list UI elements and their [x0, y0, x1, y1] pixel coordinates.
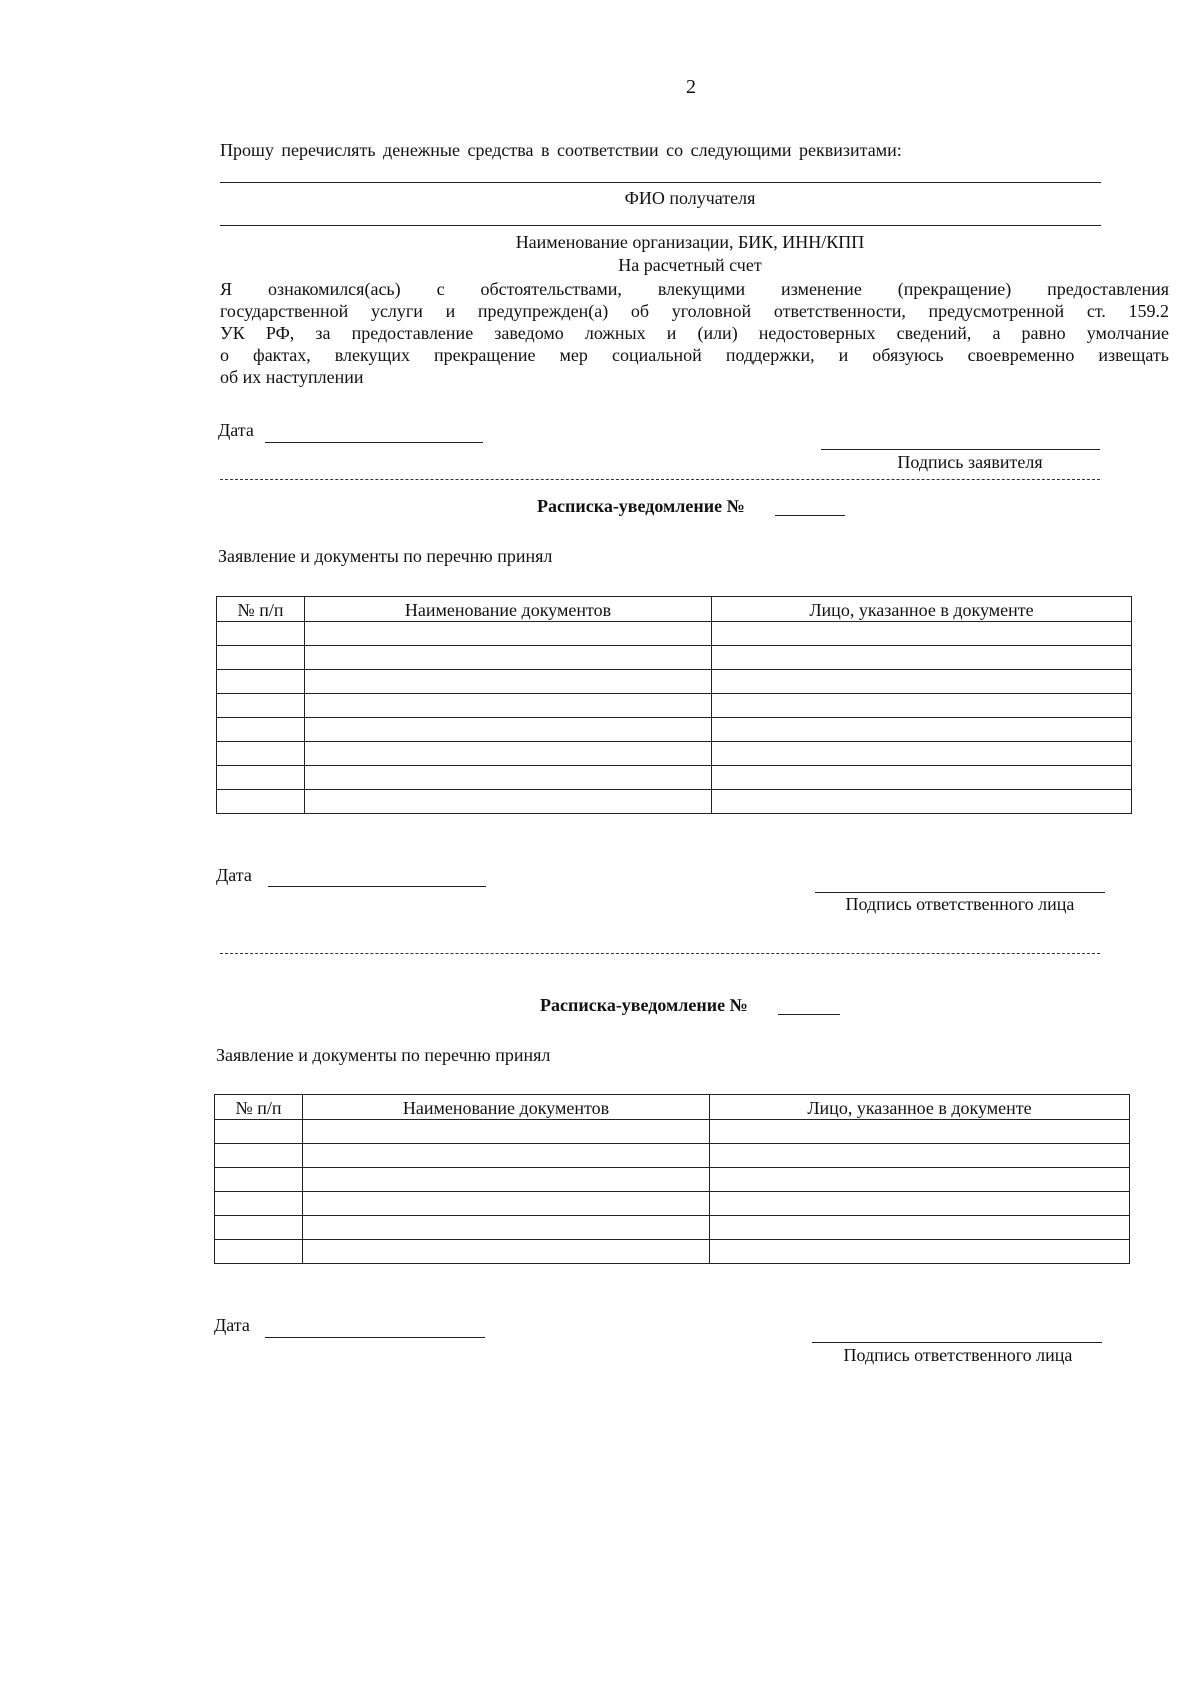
table-row[interactable]	[217, 646, 1132, 670]
table-row[interactable]	[217, 742, 1132, 766]
declaration-paragraph	[220, 278, 1169, 388]
table-header-row	[215, 1095, 1130, 1120]
organization-field-line[interactable]	[220, 225, 1101, 226]
table-row[interactable]	[215, 1144, 1130, 1168]
table-row[interactable]	[215, 1192, 1130, 1216]
receipt-signature-field[interactable]	[812, 1342, 1102, 1343]
receipt-date-field[interactable]	[268, 886, 486, 887]
recipient-label: ФИО получателя	[624, 188, 756, 208]
table-row[interactable]	[217, 766, 1132, 790]
table-row[interactable]	[215, 1240, 1130, 1264]
account-label: На расчетный счет	[618, 255, 762, 275]
receipt-signature-label: Подпись ответственного лица	[845, 894, 1075, 914]
column-header-person: Лицо, указанное в документе	[710, 1095, 1130, 1120]
receipt-title: Расписка-уведомление №	[540, 995, 748, 1015]
applicant-signature-label: Подпись заявителя	[897, 452, 1043, 472]
receipt-date-label: Дата	[214, 1315, 250, 1335]
receipt-date-field[interactable]	[265, 1337, 485, 1338]
declaration-line: УК РФ, за предоставление заведомо ложных и (или) недостоверных сведений, а равно умолчание	[220, 323, 1169, 343]
column-header-number: № п/п	[217, 597, 305, 622]
table-row[interactable]	[217, 622, 1132, 646]
column-header-person: Лицо, указанное в документе	[712, 597, 1132, 622]
organization-label: Наименование организации, БИК, ИНН/КПП	[515, 232, 865, 252]
receipt-accepted-text: Заявление и документы по перечню принял	[218, 546, 553, 566]
declaration-line: о фактах, влекущих прекращение мер социальной поддержки, и обязуюсь своевременно извещать	[220, 345, 1169, 365]
column-header-documents: Наименование документов	[303, 1095, 710, 1120]
documents-table	[214, 1094, 1130, 1264]
receipt-number-field[interactable]	[778, 1014, 840, 1015]
column-header-number: № п/п	[215, 1095, 303, 1120]
receipt-signature-label: Подпись ответственного лица	[843, 1345, 1073, 1365]
table-row[interactable]	[215, 1120, 1130, 1144]
table-row[interactable]	[217, 694, 1132, 718]
receipt-title: Расписка-уведомление №	[537, 496, 745, 516]
table-row[interactable]	[215, 1168, 1130, 1192]
table-row[interactable]	[217, 718, 1132, 742]
applicant-date-label: Дата	[218, 420, 254, 440]
request-line: Прошу перечислять денежные средства в соответствии со следующими реквизитами:	[220, 140, 902, 160]
cut-line	[220, 479, 1100, 480]
documents-table	[216, 596, 1132, 814]
applicant-date-field[interactable]	[265, 442, 483, 443]
table-row[interactable]	[217, 670, 1132, 694]
cut-line	[220, 953, 1100, 954]
receipt-date-label: Дата	[216, 865, 252, 885]
declaration-line: об их наступлении	[220, 367, 364, 387]
table-row[interactable]	[217, 790, 1132, 814]
column-header-documents: Наименование документов	[305, 597, 712, 622]
declaration-line: Я ознакомился(ась) с обстоятельствами, влекущими изменение (прекращение) предоставления	[220, 279, 1169, 299]
applicant-signature-field[interactable]	[821, 449, 1100, 450]
table-header-row	[217, 597, 1132, 622]
page-number: 2	[686, 76, 696, 98]
receipt-accepted-text: Заявление и документы по перечню принял	[216, 1045, 551, 1065]
recipient-field-line[interactable]	[220, 182, 1101, 183]
declaration-line: государственной услуги и предупрежден(а) об уголовной ответственности, предусмотренной ст. 159.2	[220, 301, 1169, 321]
table-row[interactable]	[215, 1216, 1130, 1240]
receipt-number-field[interactable]	[775, 515, 845, 516]
